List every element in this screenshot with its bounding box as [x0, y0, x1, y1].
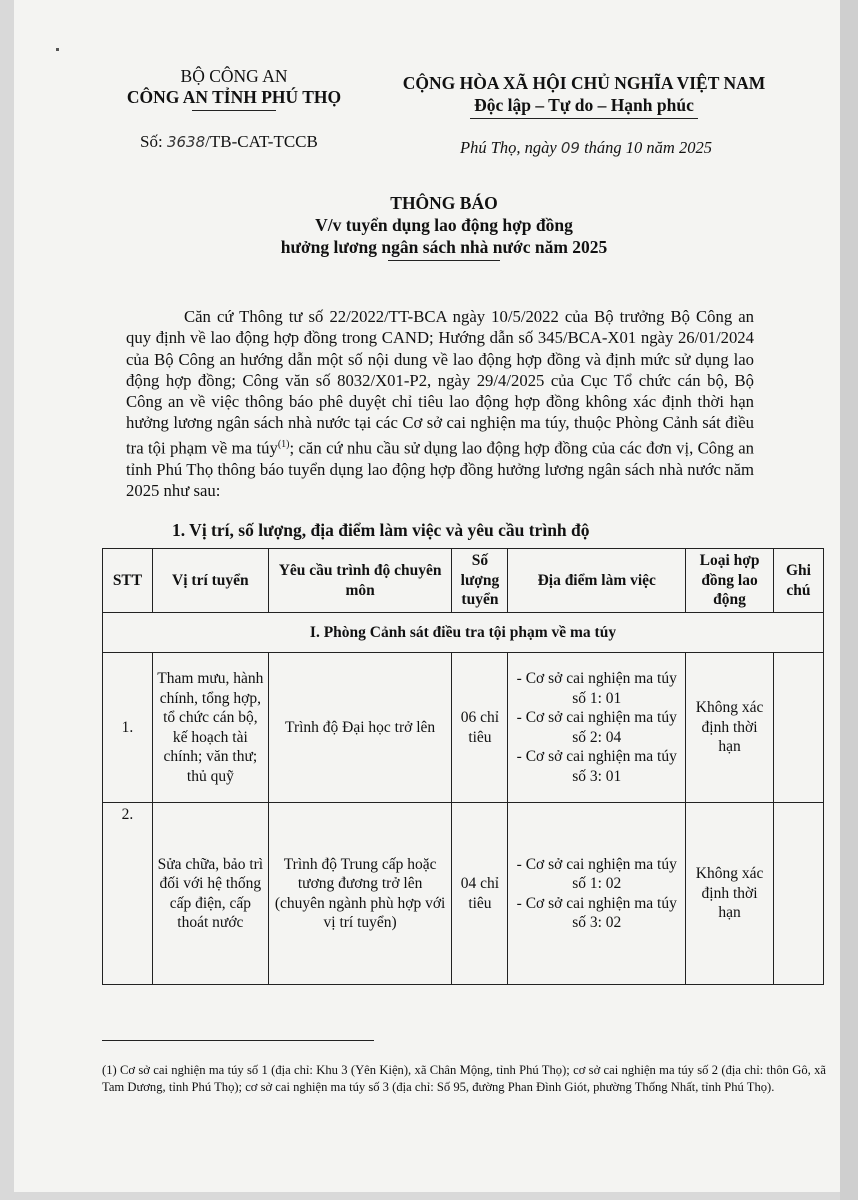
document-date: Phú Thọ, ngày 09 tháng 10 năm 2025 — [460, 138, 712, 157]
title-line-3: hưởng lương ngân sách nhà nước năm 2025 — [280, 237, 608, 257]
national-header — [374, 72, 794, 119]
body-paragraph: Căn cứ Thông tư số 22/2022/TT-BCA ngày 10/5/2022 của Bộ trưởng Bộ Công an quy định về lao động hợp đồng trong CAND; Hướng dẫn số 345/BCA-X01 ngày 26/01/2024 của Bộ Công an hướng dẫn một số nội dung về lao động hợp đồng và định mức sử dụng lao động hợp đồng; Công văn số 8032/X01-P2, ngày 29/4/2025 của Cục Tổ chức cán bộ, Bộ Công an về việc thông báo phê duyệt chỉ tiêu lao động hợp đồng không xác định thời hạn hưởng lương ngân sách nhà nước tại các Cơ sở cai nghiện ma túy, thuộc Phòng Cảnh sát điều tra tội phạm về ma túy$^{(1)}$; căn cứ nhu cầu sử dụng lao động hợp đồng của các đơn vị, Công an tỉnh Phú Thọ thông báo tuyển dụng lao động hợp đồng hưởng lương ngân sách nhà nước năm 2025 như sau: — [126, 307, 754, 500]
table-row — [103, 653, 824, 803]
row-qualification: Trình độ Đại học trở lên — [268, 653, 452, 803]
footnote-text: (1) Cơ sở cai nghiện ma túy số 1 (địa chỉ: Khu 3 (Yên Kiện), xã Chân Mộng, tỉnh Phú Thọ); cơ sở cai nghiện ma túy số 2 (địa chỉ: thôn Gô, xã Tam Dương, tỉnh Phú Thọ); cơ sở cai nghiện ma túy số 3 (địa chỉ: Số 95, đường Phan Đình Giót, phường Thống Nhất, tỉnh Phú Thọ). — [102, 1063, 826, 1094]
title-underline — [388, 260, 500, 261]
row-quantity: 04 chỉ tiêu — [452, 803, 508, 985]
row-stt: 2. — [103, 803, 153, 985]
footnote-ref: (1) — [277, 438, 290, 450]
ministry-name: BỘ CÔNG AN — [180, 66, 288, 86]
header-qualification: Yêu cầu trình độ chuyên môn — [268, 549, 452, 613]
title-line-1: THÔNG BÁO — [390, 193, 498, 213]
row-position: Tham mưu, hành chính, tổng hợp, tổ chức cán bộ, kế hoạch tài chính; văn thư; thủ quỹ — [152, 653, 268, 803]
header-stt: STT — [103, 549, 153, 613]
row-contract: Không xác định thời hạn — [686, 653, 774, 803]
title-line-2: V/v tuyển dụng lao động hợp đồng — [315, 215, 573, 235]
national-motto: Độc lập – Tự do – Hạnh phúc — [474, 95, 694, 115]
row-note — [773, 653, 823, 803]
table-group-row — [103, 613, 824, 653]
document-number: Số: 3638/TB-CAT-TCCB — [140, 132, 318, 151]
header-quantity: Số lượng tuyển — [452, 549, 508, 613]
handwritten-number: 3638 — [166, 133, 206, 151]
footnote-separator — [102, 1040, 374, 1041]
row-qualification: Trình độ Trung cấp hoặc tương đương trở lên (chuyên ngành phù hợp với vị trí tuyển) — [268, 803, 452, 985]
header-position: Vị trí tuyển — [152, 549, 268, 613]
motto-underline — [470, 118, 698, 119]
row-note — [773, 803, 823, 985]
scan-edge — [840, 0, 858, 1200]
header-location: Địa điểm làm việc — [508, 549, 686, 613]
table-header-row — [103, 549, 824, 613]
document-title — [164, 192, 724, 261]
agency-name: CÔNG AN TỈNH PHÚ THỌ — [126, 87, 342, 107]
row-quantity: 06 chỉ tiêu — [452, 653, 508, 803]
table-row — [103, 803, 824, 985]
group-title: I. Phòng Cảnh sát điều tra tội phạm về ma túy — [103, 613, 824, 653]
country-name: CỘNG HÒA XÃ HỘI CHỦ NGHĨA VIỆT NAM — [402, 73, 766, 93]
row-stt: 1. — [103, 653, 153, 803]
document-page — [14, 0, 840, 1192]
section-heading: 1. Vị trí, số lượng, địa điểm làm việc và yêu cầu trình độ — [172, 520, 590, 540]
scan-speck — [56, 48, 59, 51]
header-contract: Loại hợp đồng lao động — [686, 549, 774, 613]
row-location: - Cơ sở cai nghiện ma túy số 1: 02 - Cơ sở cai nghiện ma túy số 3: 02 — [508, 803, 686, 985]
agency-underline — [192, 110, 276, 111]
header-note: Ghi chú — [773, 549, 823, 613]
row-contract: Không xác định thời hạn — [686, 803, 774, 985]
handwritten-day: 09 — [560, 139, 580, 157]
recruitment-table — [102, 548, 824, 985]
row-position: Sửa chữa, bảo trì đối với hệ thống cấp điện, cấp thoát nước — [152, 803, 268, 985]
row-location: - Cơ sở cai nghiện ma túy số 1: 01 - Cơ sở cai nghiện ma túy số 2: 04 - Cơ sở cai nghiện ma túy số 3: 01 — [508, 653, 686, 803]
issuer-header — [114, 66, 354, 111]
